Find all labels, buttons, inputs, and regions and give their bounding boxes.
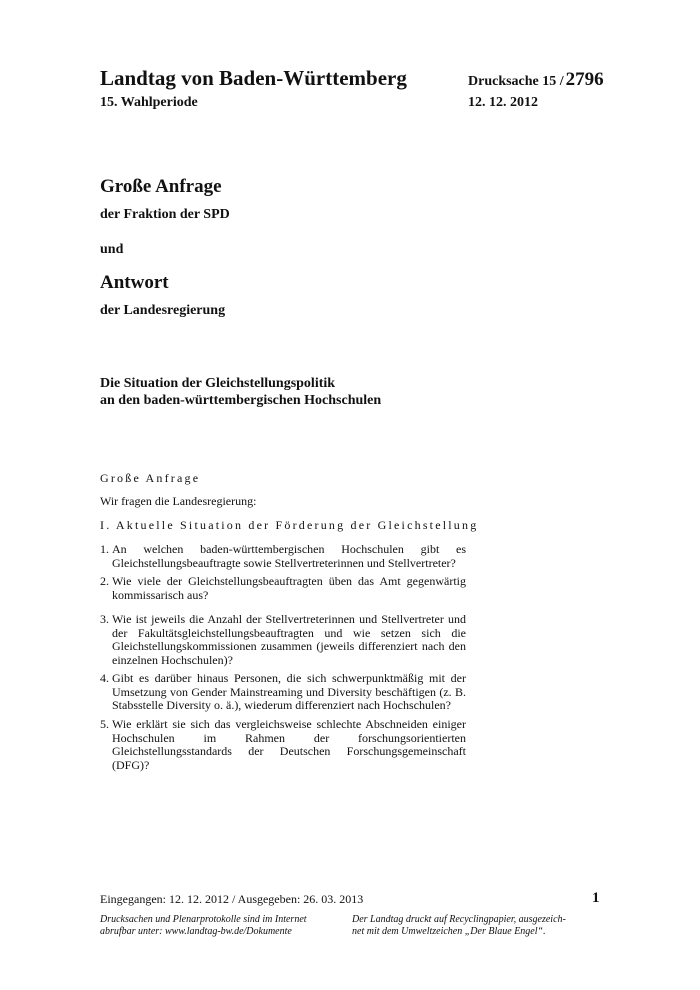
inquiry-type: Große Anfrage xyxy=(100,176,222,197)
drucksache xyxy=(468,69,604,91)
footer-note-left-line-2: abrufbar unter: www.landtag-bw.de/Dokumente xyxy=(100,926,292,937)
question-text: Wie viele der Gleichstellungsbeauftragten üben das Amt gegenwärtig kommissarisch aus? xyxy=(112,574,466,602)
parliament-title: Landtag von Baden-Württemberg xyxy=(100,66,407,90)
inquiry-connector: und xyxy=(100,242,124,257)
drucksache-number: 2796 xyxy=(565,69,604,90)
drucksache-label: Drucksache 15 / xyxy=(468,74,564,89)
received-issued-dates: Eingegangen: 12. 12. 2012 / Ausgegeben: 26. 03. 2013 xyxy=(100,892,364,906)
footer-note-right xyxy=(352,914,566,938)
section-heading: Große Anfrage xyxy=(100,471,201,485)
footer-note-right-line-2: net mit dem Umweltzeichen „Der Blaue Engel“. xyxy=(352,926,546,937)
inquiry-faction: der Fraktion der SPD xyxy=(100,207,230,222)
question-item xyxy=(100,718,466,772)
question-item xyxy=(100,543,466,570)
question-number: 2. xyxy=(100,574,109,588)
question-text: Wie ist jeweils die Anzahl der Stellvertreterinnen und Stellvertreter und der Fakultätsgleichstellungsbeauftragten und wie setzen sich die Gleichstellungskommissionen zusammen (jeweils differenziert nach den einzelnen Hochschulen)? xyxy=(112,612,466,667)
topic-line-1: Die Situation der Gleichstellungspolitik xyxy=(100,376,336,391)
question-number: 1. xyxy=(100,542,109,556)
question-number: 4. xyxy=(100,671,109,685)
question-text: Gibt es darüber hinaus Personen, die sich schwerpunktmäßig mit der Umsetzung von Gender Mainstreaming und Diversity beschäftigen (z. B. Stabsstelle Diversity o. ä.), wiederum differenziert nach Hochschulen? xyxy=(112,671,466,712)
footer-note-left xyxy=(100,914,307,938)
subsection-heading: I. Aktuelle Situation der Förderung der Gleichstellung xyxy=(100,518,479,532)
question-number: 3. xyxy=(100,612,109,626)
legislative-period: 15. Wahlperiode xyxy=(100,95,198,110)
question-item xyxy=(100,575,466,602)
footer-note-right-line-1: Der Landtag druckt auf Recyclingpapier, ausgezeich- xyxy=(352,914,566,925)
answer-responder: der Landesregierung xyxy=(100,303,226,318)
question-text: Wie erklärt sie sich das vergleichsweise schlechte Abschneiden einiger Hochschulen im Rahmen der forschungsorientierten Gleichstellungsstandards der Deutschen Forschungsgemeinschaft (DFG)? xyxy=(112,717,466,772)
topic-line-2: an den baden-württembergischen Hochschulen xyxy=(100,393,382,408)
question-number: 5. xyxy=(100,717,109,731)
page-number: 1 xyxy=(592,890,600,906)
footer-note-left-line-1: Drucksachen und Plenarprotokolle sind im Internet xyxy=(100,914,307,925)
document-date: 12. 12. 2012 xyxy=(468,95,538,110)
intro-text: Wir fragen die Landesregierung: xyxy=(100,494,257,508)
question-item xyxy=(100,613,466,667)
answer-heading: Antwort xyxy=(100,272,169,293)
question-item xyxy=(100,672,466,713)
question-text: An welchen baden-württembergischen Hochschulen gibt es Gleichstellungsbeauftragte sowie Stellvertreterinnen und Stellvertreter? xyxy=(112,542,466,570)
